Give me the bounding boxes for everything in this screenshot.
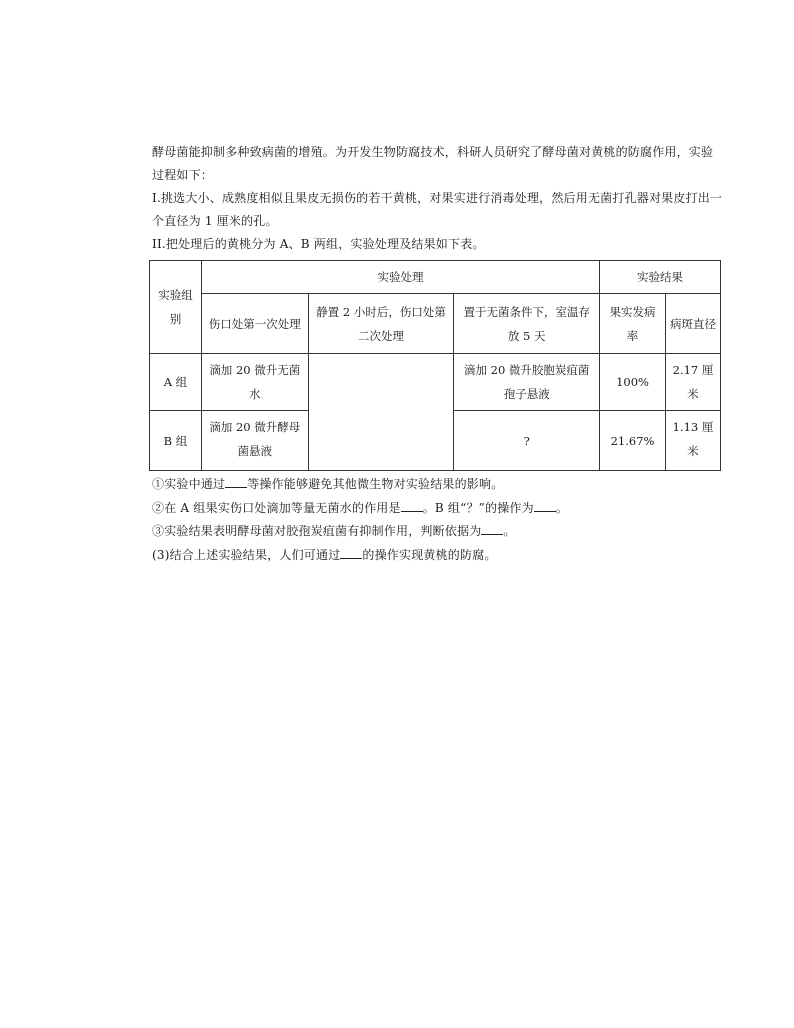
row-b-rate: 21.67% — [600, 411, 666, 471]
row-a-group: A 组 — [150, 354, 202, 411]
question-1-text-a: ①实验中通过 — [152, 477, 226, 491]
subheader-second-treatment: 静置 2 小时后，伤口处第二次处理 — [308, 294, 454, 354]
step-1-line-2: 个直径为 1 厘米的孔。 — [152, 214, 278, 228]
question-1-text-b: 等操作能够避免其他微生物对实验结果的影响。 — [247, 477, 504, 491]
question-2-text-c: 。 — [555, 500, 569, 515]
row-a-first: 滴加 20 微升无菌水 — [201, 354, 308, 411]
subheader-disease-rate: 果实发病率 — [600, 294, 666, 354]
answer-blank[interactable] — [481, 522, 503, 535]
row-a-rate: 100% — [600, 354, 666, 411]
row-a-third: 滴加 20 微升胶胞炭疽菌孢子悬液 — [454, 354, 600, 411]
question-2 — [152, 497, 724, 521]
question-3-text-a: ③实验结果表明酵母菌对胶孢炭疽菌有抑制作用，判断依据为 — [152, 524, 482, 538]
question-2-text-b: 。B 组“？”的操作为 — [422, 500, 534, 515]
answer-blank[interactable] — [225, 475, 247, 488]
row-b-third: ? — [454, 411, 600, 471]
subheader-storage: 置于无菌条件下，室温存放 5 天 — [454, 294, 600, 354]
subheader-first-treatment: 伤口处第一次处理 — [201, 294, 308, 354]
row-b-group: B 组 — [150, 411, 202, 471]
row-b-diameter: 1.13 厘米 — [666, 411, 721, 471]
step-1-line-1: I.挑选大小、成熟度相似且果皮无损伤的若干黄桃，对果实进行消毒处理，然后用无菌打孔器对果皮打出一 — [152, 191, 723, 205]
step-2: II.把处理后的黄桃分为 A、B 两组，实验处理及结果如下表。 — [152, 237, 485, 251]
question-4 — [152, 544, 724, 568]
experiment-table — [149, 260, 721, 471]
intro-line-2: 过程如下： — [152, 168, 214, 182]
questions — [152, 473, 724, 567]
subheader-lesion-diameter: 病斑直径 — [666, 294, 721, 354]
row-a-diameter: 2.17 厘米 — [666, 354, 721, 411]
question-4-text-b: 的操作实现黄桃的防腐。 — [362, 547, 497, 562]
answer-blank[interactable] — [340, 546, 362, 559]
question-3 — [152, 520, 724, 544]
second-treatment-cell — [308, 354, 454, 471]
answer-blank[interactable] — [401, 499, 423, 512]
header-group: 实验组别 — [150, 261, 202, 354]
question-4-text-a: (3)结合上述实验结果，人们可通过 — [152, 547, 341, 562]
row-b-first: 滴加 20 微升酵母菌悬液 — [201, 411, 308, 471]
answer-blank[interactable] — [534, 499, 556, 512]
document-body — [152, 141, 724, 567]
question-2-text-a: ②在 A 组果实伤口处滴加等量无菌水的作用是 — [152, 500, 401, 515]
intro-line-1: 酵母菌能抑制多种致病菌的增殖。为开发生物防腐技术，科研人员研究了酵母菌对黄桃的防腐作用，实验 — [152, 145, 714, 159]
question-1 — [152, 473, 724, 497]
header-result: 实验结果 — [600, 261, 721, 294]
header-treatment: 实验处理 — [201, 261, 599, 294]
question-3-text-b: 。 — [503, 524, 516, 538]
